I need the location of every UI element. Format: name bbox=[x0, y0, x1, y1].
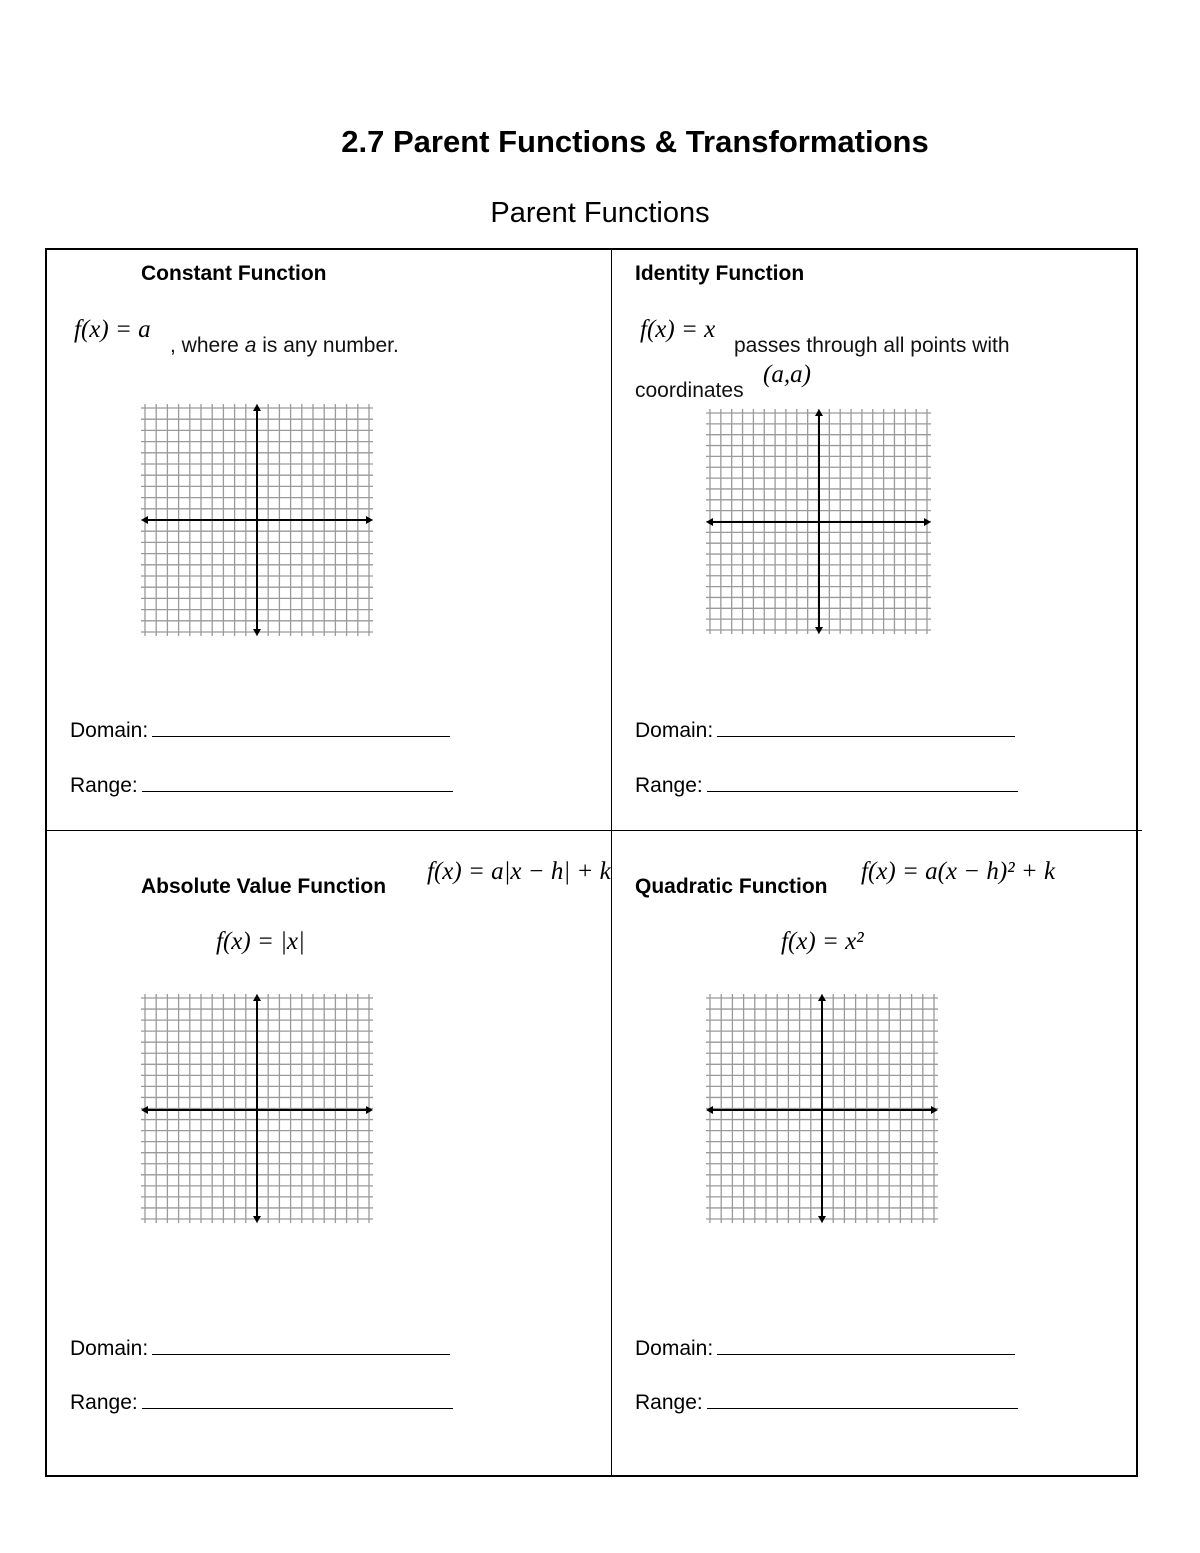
identity-point-coordinates: (a,a) bbox=[763, 361, 811, 388]
quadratic-function-heading: Quadratic Function bbox=[635, 875, 828, 898]
absolute-value-graph-grid bbox=[140, 993, 374, 1224]
absolute-range-label: Range: bbox=[70, 1391, 138, 1414]
quadratic-domain-field bbox=[635, 1336, 1015, 1361]
table-horizontal-divider bbox=[47, 830, 1142, 831]
quadratic-parent-formula: f(x) = x² bbox=[781, 928, 864, 955]
constant-domain-field bbox=[70, 718, 450, 743]
absolute-value-general-formula: f(x) = a|x − h| + k bbox=[427, 858, 611, 885]
absolute-range-blank[interactable] bbox=[142, 1390, 453, 1409]
quadratic-domain-label: Domain: bbox=[635, 1337, 714, 1360]
section-subtitle: Parent Functions bbox=[490, 197, 710, 229]
absolute-range-field bbox=[70, 1390, 453, 1415]
absolute-value-parent-formula: f(x) = |x| bbox=[216, 928, 305, 955]
identity-range-blank[interactable] bbox=[707, 773, 1018, 792]
identity-function-heading: Identity Function bbox=[635, 262, 805, 285]
constant-note-prefix: , where bbox=[170, 334, 245, 357]
constant-range-label: Range: bbox=[70, 774, 138, 797]
constant-function-note bbox=[170, 334, 399, 358]
absolute-value-function-heading: Absolute Value Function bbox=[141, 875, 387, 898]
identity-domain-blank[interactable] bbox=[717, 718, 1015, 737]
quadratic-range-label: Range: bbox=[635, 1391, 703, 1414]
constant-range-blank[interactable] bbox=[142, 773, 453, 792]
constant-note-suffix: is any number. bbox=[256, 334, 399, 357]
identity-function-formula: f(x) = x bbox=[640, 316, 716, 343]
identity-function-note: passes through all points with bbox=[734, 334, 1010, 357]
quadratic-domain-blank[interactable] bbox=[717, 1336, 1015, 1355]
constant-domain-blank[interactable] bbox=[152, 718, 450, 737]
quadratic-general-formula: f(x) = a(x − h)² + k bbox=[861, 858, 1056, 885]
identity-function-note-continued: coordinates bbox=[635, 379, 744, 402]
identity-range-label: Range: bbox=[635, 774, 703, 797]
identity-range-field bbox=[635, 773, 1018, 798]
constant-note-variable: a bbox=[244, 334, 257, 357]
identity-domain-label: Domain: bbox=[635, 719, 714, 742]
absolute-domain-blank[interactable] bbox=[152, 1336, 450, 1355]
quadratic-graph-grid bbox=[705, 993, 939, 1224]
constant-function-heading: Constant Function bbox=[141, 262, 327, 285]
quadratic-range-field bbox=[635, 1390, 1018, 1415]
quadratic-range-blank[interactable] bbox=[707, 1390, 1018, 1409]
identity-domain-field bbox=[635, 718, 1015, 743]
identity-function-graph-grid bbox=[705, 408, 932, 635]
absolute-domain-field bbox=[70, 1336, 450, 1361]
table-vertical-divider bbox=[611, 250, 612, 1476]
constant-function-formula: f(x) = a bbox=[74, 316, 151, 343]
constant-domain-label: Domain: bbox=[70, 719, 149, 742]
absolute-domain-label: Domain: bbox=[70, 1337, 149, 1360]
constant-range-field bbox=[70, 773, 453, 798]
constant-function-graph-grid bbox=[140, 403, 374, 637]
page-title: 2.7 Parent Functions & Transformations bbox=[341, 124, 929, 159]
